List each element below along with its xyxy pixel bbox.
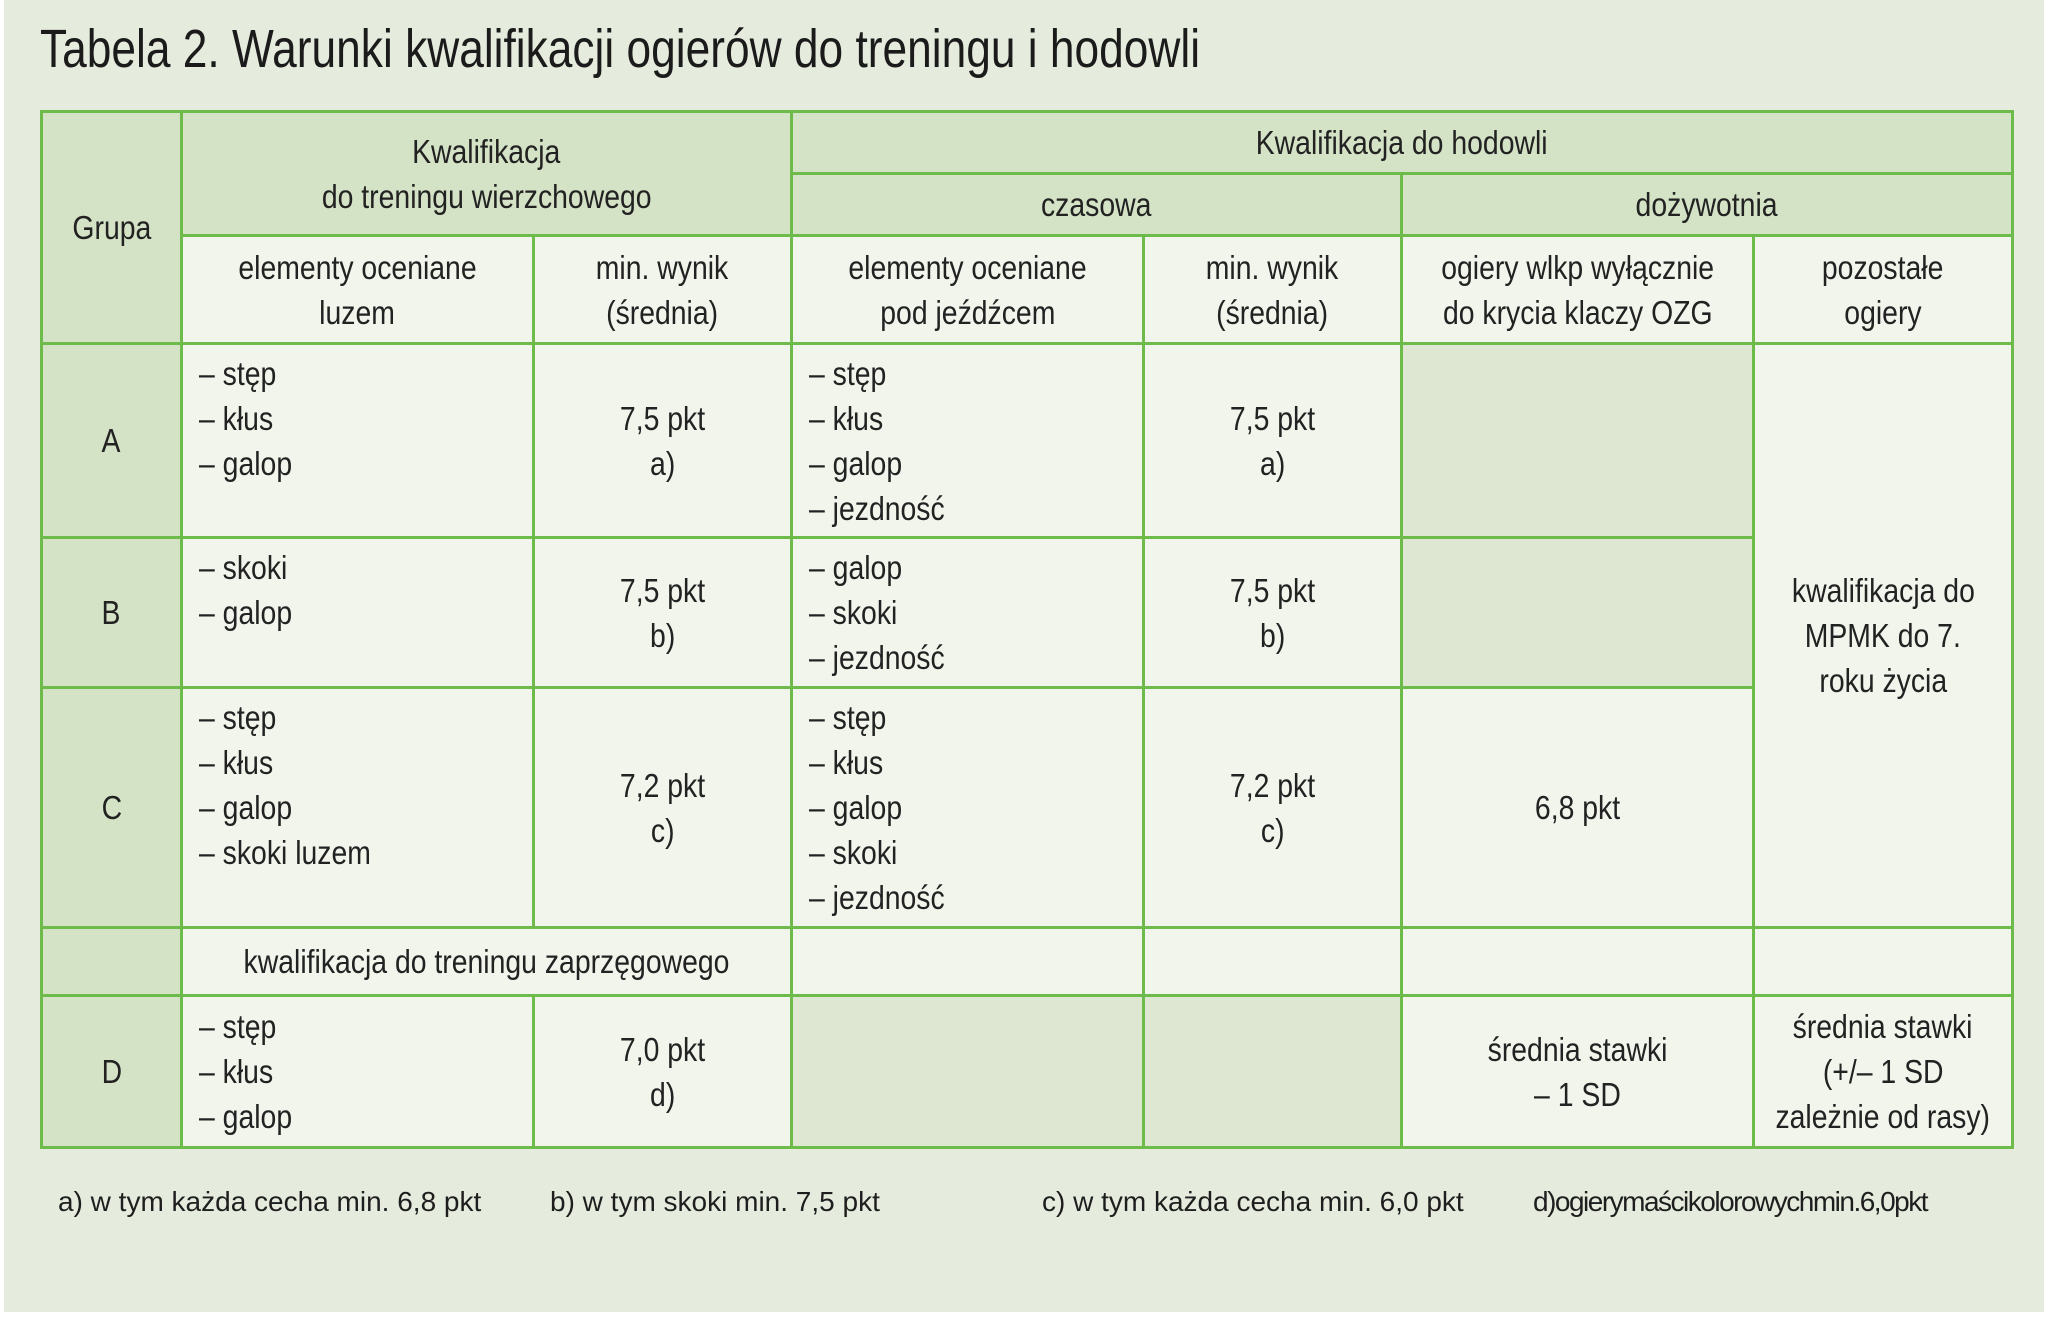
min-score-training: 7,5 pkt a) (534, 344, 792, 538)
header-temporary: czasowa (792, 174, 1402, 236)
rider-elements: – stęp – kłus – galop – skoki – jezdność (792, 688, 1144, 928)
min-score-temporary: 7,5 pkt a) (1144, 344, 1402, 538)
rider-elements: – galop – skoki – jezdność (792, 538, 1144, 688)
footnote-a: a) w tym każda cecha min. 6,8 pkt (58, 1186, 482, 1217)
header-col-wlkp: ogiery wlkp wyłącznie do krycia klaczy OZG (1402, 236, 1754, 344)
min-score-temporary: 7,2 pkt c) (1144, 688, 1402, 928)
header-col-other: pozostałe ogiery (1754, 236, 2013, 344)
qualification-table (40, 110, 2014, 1149)
header-training: Kwalifikacja do treningu wierzchowego (182, 112, 792, 236)
wlkp-criteria: średnia stawki – 1 SD (1402, 996, 1754, 1148)
min-score-training: 7,5 pkt b) (534, 538, 792, 688)
table-row (42, 996, 2013, 1148)
empty-cell (1402, 928, 1754, 996)
header-col-loose: elementy oceniane luzem (182, 236, 534, 344)
min-score-training: 7,2 pkt c) (534, 688, 792, 928)
empty-cell (1754, 928, 2013, 996)
table-row (42, 688, 2013, 928)
table-number: Tabela 2. (40, 19, 220, 79)
min-score-temporary: 7,5 pkt b) (1144, 538, 1402, 688)
other-stallions-criteria: średnia stawki (+/– 1 SD zależnie od rasy) (1754, 996, 2013, 1148)
group-label: C (42, 688, 182, 928)
loose-elements: – skoki – galop (182, 538, 534, 688)
header-col-min-temporary: min. wynik (średnia) (1144, 236, 1402, 344)
other-stallions-abc: kwalifikacja do MPMK do 7. roku życia (1754, 344, 2013, 928)
empty-cell (1144, 928, 1402, 996)
footnote-b: b) w tym skoki min. 7,5 pkt (550, 1186, 880, 1217)
empty-cell (792, 928, 1144, 996)
footnote-d: d)ogierymaścikolorowychmin.6,0pkt (1533, 1186, 1928, 1217)
header-breeding: Kwalifikacja do hodowli (792, 112, 2013, 174)
table-row (42, 538, 2013, 688)
loose-elements: – stęp – kłus – galop (182, 344, 534, 538)
header-col-rider: elementy oceniane pod jeźdźcem (792, 236, 1144, 344)
group-label: B (42, 538, 182, 688)
table-row (42, 928, 2013, 996)
group-label: D (42, 996, 182, 1148)
empty-cell (1402, 344, 1754, 538)
loose-elements: – stęp – kłus – galop – skoki luzem (182, 688, 534, 928)
table-title (40, 18, 1200, 80)
footnote-c: c) w tym każda cecha min. 6,0 pkt (1042, 1186, 1464, 1217)
header-lifetime: dożywotnia (1402, 174, 2013, 236)
header-grupa: Grupa (42, 112, 182, 344)
group-label: A (42, 344, 182, 538)
harness-training-label: kwalifikacja do treningu zaprzęgowego (182, 928, 792, 996)
header-col-min-training: min. wynik (średnia) (534, 236, 792, 344)
table-caption: Warunki kwalifikacji ogierów do treningu i hodowli (232, 19, 1201, 79)
empty-cell (792, 996, 1144, 1148)
rider-elements: – stęp – kłus – galop – jezdność (792, 344, 1144, 538)
loose-elements: – stęp – kłus – galop (182, 996, 534, 1148)
table-row (42, 344, 2013, 538)
wlkp-min-score: 6,8 pkt (1402, 688, 1754, 928)
min-score-training: 7,0 pkt d) (534, 996, 792, 1148)
empty-cell (42, 928, 182, 996)
empty-cell (1402, 538, 1754, 688)
empty-cell (1144, 996, 1402, 1148)
